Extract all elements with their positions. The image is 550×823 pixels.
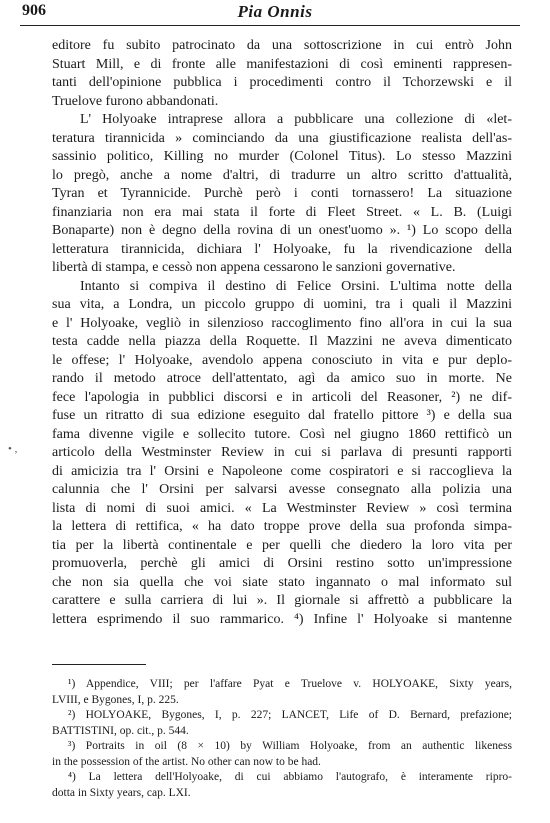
text-line: che non sia quella che voi siate stato ingannato o mal informato sul — [52, 574, 512, 590]
text-line: calunnia che l' Orsini per salvarsi avesse consegnato alla polizia una — [52, 482, 512, 497]
footnotes — [52, 677, 512, 801]
text-line: carattere e sulla carriera di lui ». Il giornale si affrettò a pubblicare la — [52, 593, 512, 608]
body-text — [52, 37, 512, 629]
text-line: le offese; l' Holyoake, avendolo appena conosciuto in vita e pur deplo- — [52, 352, 512, 368]
text-line: Stuart Mill, e di fronte alle manifestazioni di così eminenti rappresen- — [52, 56, 512, 72]
text-line: finanziaria non era mai stata il forte di Fleet Street. « L. B. (Luigi — [52, 204, 512, 220]
text-line: Bonaparte) non è degno della rovina di un onest'uomo ». ¹) Lo scopo della — [52, 223, 512, 238]
page-header — [22, 0, 528, 24]
text-line: teratura tirannicida » cominciando da una giustificazione realista dell'as- — [52, 130, 512, 146]
text-line: e l' Holyoake, vegliò in silenzioso raccoglimento fino all'ora in cui la sua — [52, 315, 512, 331]
footnote-line: ²) HOLYOAKE, Bygones, I, p. 227; LANCET, Life of D. Bernard, prefazione; — [68, 709, 512, 721]
text-line: tanti dell'opinione pubblica i procedimenti contro il Tchorzewski e il — [52, 75, 512, 90]
footnote-line: LVIII, e Bygones, I, p. 225. — [52, 693, 179, 706]
text-line: editore fu subito patrocinato da una sottoscrizione in cui entrò John — [52, 38, 512, 53]
text-line: promuoverla, perchè gli amici di Orsini restino sotto un'impressione — [52, 556, 512, 571]
text-line: articolo della Westminster Review in cui si parlava di presunti rapporti — [52, 445, 512, 460]
text-line: di amicizia tra l' Orsini e Napoleone come cospiratori e si raccoglieva la — [52, 463, 512, 479]
footnote-line: ³) Portraits in oil (8 × 10) by William Holyoake, from an authentic likeness — [68, 740, 512, 752]
text-line: sassinio politico, Killing no murder (Colonel Titus). Lo stesso Mazzini — [52, 149, 512, 164]
text-line: fama divenne vigile e sollecito tutore. Così nel giugno 1860 rettificò un — [52, 426, 512, 442]
text-line: rando il metodo atroce dell'attentato, agì da amico suo in morte. Ne — [52, 371, 512, 386]
footnote-line: ¹) Appendice, VIII; per l'affare Pyat e Truelove v. HOLYOAKE, Sixty years, — [68, 678, 512, 690]
text-line: fece l'apologia in pubblici discorsi e in articoli del Reasoner, ²) ne dif- — [52, 389, 512, 405]
header-rule — [20, 25, 520, 26]
footnote-rule — [52, 664, 146, 665]
text-line: la lettera di rettifica, « ha dato troppe prove della sua profonda simpa- — [52, 519, 512, 534]
text-line: tia per la libertà continentale e per quelli che diedero la loro vita per — [52, 537, 512, 553]
text-line: letteratura tirannicida, dichiara l' Holyoake, fu la rivendicazione della — [52, 241, 512, 257]
page-number: 906 — [22, 2, 46, 19]
text-line: fuse un ritratto di sua edizione eseguito dal fratello pittore ³) e della sua — [52, 408, 512, 423]
text-line: Truelove furono abbandonati. — [52, 93, 219, 109]
text-line: Tyran et Tyrannicide. Purchè però i conti tornassero! La situazione — [52, 186, 512, 201]
running-title: Pia Onnis — [237, 2, 313, 21]
footnote-line: ⁴) La lettera dell'Holyoake, di cui abbiamo l'autografo, è interamente ripro- — [68, 771, 512, 783]
text-line: lista di nomi di suoi amici. « La Westminster Review » così termina — [52, 500, 512, 516]
footnote-line: in the possession of the artist. No other can now to be had. — [52, 755, 321, 768]
margin-mark: • , — [8, 443, 18, 455]
text-line: lettera esprimendo il suo rammarico. ⁴) Infine l' Holyoake si mantenne — [52, 611, 512, 627]
text-line: Intanto si compiva il destino di Felice Orsini. L'ultima notte della — [80, 278, 512, 294]
footnote-line: BATTISTINI, op. cit., p. 544. — [52, 724, 189, 737]
text-line: libertà di stampa, e cessò non appena cessarono le sanzioni governative. — [52, 260, 456, 275]
text-line: lo pregò, anche a nome d'altri, di tradurre un altro scritto d'attualità, — [52, 167, 512, 183]
text-line: L' Holyoake intraprese allora a pubblicare una collezione di «let- — [80, 112, 512, 127]
text-line: sua vita, a Londra, un piccolo gruppo di uomini, tra i quali il Mazzini — [52, 297, 512, 312]
footnote-line: dotta in Sixty years, cap. LXI. — [52, 786, 191, 799]
text-line: testa cadde nella piazza della Roquette. Il Mazzini ne aveva dimenticato — [52, 334, 512, 349]
